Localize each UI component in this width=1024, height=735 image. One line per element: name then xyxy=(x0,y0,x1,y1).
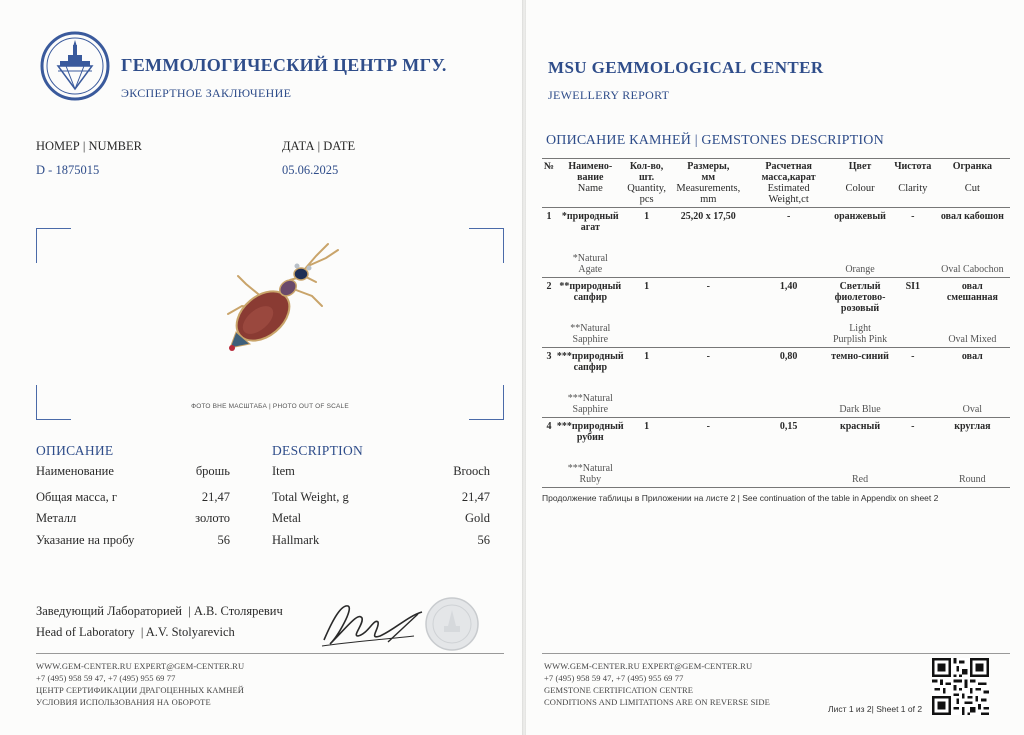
col-weight-ru: Расчетная масса,карат xyxy=(748,159,829,184)
stone-name-ru: ***природный сапфир xyxy=(556,351,624,373)
number-value: D - 1875015 xyxy=(36,163,100,177)
gemstones-table xyxy=(542,158,1010,488)
stone-qty: 1 xyxy=(644,281,650,292)
stone-colour-en: Red xyxy=(829,457,891,488)
item-label-en: Item xyxy=(272,464,295,478)
signature-icon xyxy=(318,596,428,652)
head-of-lab-en: Head of Laboratory | A.V. Stolyarevich xyxy=(36,625,235,639)
stone-size: - xyxy=(706,351,710,362)
gemstones-section-title: ОПИСАНИЕ КАМНЕЙ | GEMSTONES DESCRIPTION xyxy=(546,133,884,148)
table-row xyxy=(542,317,1010,348)
table-row xyxy=(542,387,1010,418)
stone-colour-ru: красный xyxy=(839,421,881,432)
footer-phones-en: +7 (495) 958 59 47, +7 (495) 955 69 77 xyxy=(544,673,684,683)
col-colour-ru: Цвет xyxy=(829,159,891,184)
table-header-en xyxy=(542,183,1010,208)
stone-name-en: *Natural Agate xyxy=(556,247,625,278)
stone-colour-en: Orange xyxy=(829,247,891,278)
weight-value-ru: 21,47 xyxy=(201,490,230,504)
col-cut-en: Cut xyxy=(935,183,1010,208)
metal-value-en: Gold xyxy=(465,511,490,525)
footer-right xyxy=(544,660,770,708)
table-row xyxy=(542,457,1010,488)
stone-weight: 0,15 xyxy=(779,421,798,432)
footer-centre-name-en: GEMSTONE CERTIFICATION CENTRE xyxy=(544,685,694,695)
lab-title-en: MSU GEMMOLOGICAL CENTER xyxy=(548,58,824,77)
stone-name-en: **Natural Sapphire xyxy=(556,317,625,348)
stone-qty: 1 xyxy=(644,351,650,362)
weight-value-en: 21,47 xyxy=(461,490,490,504)
report-page-right xyxy=(526,0,1024,735)
stone-name-ru: *природный агат xyxy=(561,211,619,233)
metal-label-en: Metal xyxy=(272,511,302,525)
stone-size: 25,20 x 17,50 xyxy=(680,211,736,222)
stone-cut-en: Oval xyxy=(935,387,1010,418)
msu-gemmological-logo-icon xyxy=(40,31,110,101)
date-label: ДАТА | DATE xyxy=(282,139,356,153)
footer-contacts: WWW.GEM-CENTER.RU EXPERT@GEM-CENTER.RU xyxy=(36,661,245,671)
stone-cut-ru: овал смешанная xyxy=(946,281,998,303)
stone-cut-ru: овал кабошон xyxy=(940,211,1004,222)
qr-code-icon[interactable] xyxy=(932,658,989,715)
table-row xyxy=(542,348,1010,388)
stone-no: 3 xyxy=(546,351,552,362)
stone-cut-en: Oval Mixed xyxy=(935,317,1010,348)
col-name-ru: Наимено- вание xyxy=(556,159,625,184)
stone-colour-ru: темно-синий xyxy=(831,351,889,362)
stone-cut-en: Round xyxy=(935,457,1010,488)
stone-weight: 0,80 xyxy=(779,351,798,362)
stone-name-en: ***Natural Sapphire xyxy=(556,387,625,418)
stone-weight: - xyxy=(786,211,791,222)
sheet-number: Лист 1 из 2| Sheet 1 of 2 xyxy=(828,704,923,714)
stone-cut-ru: овал xyxy=(961,351,983,362)
stone-cut-ru: круглая xyxy=(954,421,991,432)
col-colour-en: Colour xyxy=(829,183,891,208)
seal-stamp-icon xyxy=(424,596,480,652)
stone-weight: 1,40 xyxy=(779,281,798,292)
stone-name-ru: **природный сапфир xyxy=(559,281,622,303)
number-label: НОМЕР | NUMBER xyxy=(36,139,142,153)
col-size-en: Measurements, mm xyxy=(669,183,749,208)
item-value-ru: брошь xyxy=(195,464,230,478)
table-row xyxy=(542,278,1010,318)
col-no-en xyxy=(542,183,556,208)
stone-no: 4 xyxy=(546,421,552,432)
col-clarity-en: Clarity xyxy=(891,183,935,208)
footer-centre-name: ЦЕНТР СЕРТИФИКАЦИИ ДРАГОЦЕННЫХ КАМНЕЙ xyxy=(36,685,244,695)
stone-size: - xyxy=(706,281,710,292)
continuation-note: Продолжение таблицы в Приложении на листе 2 | See continuation of the table in Appendix on sheet 2 xyxy=(542,493,939,503)
footer-left xyxy=(36,660,244,708)
date-value: 05.06.2025 xyxy=(282,163,339,177)
footer-phones: +7 (495) 958 59 47, +7 (495) 955 69 77 xyxy=(36,673,176,683)
col-size-ru: Размеры, мм xyxy=(669,159,749,184)
lab-title-ru: ГЕММОЛОГИЧЕСКИЙ ЦЕНТР МГУ. xyxy=(121,55,447,75)
col-cut-ru: Огранка xyxy=(935,159,1010,184)
hallmark-label-en: Hallmark xyxy=(272,533,320,547)
metal-value-ru: золото xyxy=(195,511,230,525)
hallmark-value-ru: 56 xyxy=(217,533,230,547)
stone-qty: 1 xyxy=(644,421,650,432)
description-heading-ru: ОПИСАНИЕ xyxy=(36,443,114,458)
photo-caption: ФОТО ВНЕ МАСШТАБА | PHOTO OUT OF SCALE xyxy=(191,403,349,410)
stone-name-en: ***Natural Ruby xyxy=(556,457,625,488)
brooch-beetle-photo-icon xyxy=(208,236,348,356)
stone-size: - xyxy=(706,421,710,432)
table-header-ru xyxy=(542,159,1010,184)
stone-colour-en: Dark Blue xyxy=(829,387,891,418)
stone-clarity: SI1 xyxy=(905,281,921,292)
table-row xyxy=(542,208,1010,248)
footer-conditions-en: CONDITIONS AND LIMITATIONS ARE ON REVERSE SIDE xyxy=(544,697,770,707)
table-row xyxy=(542,418,1010,458)
stone-clarity: - xyxy=(911,211,915,222)
item-label-ru: Наименование xyxy=(36,464,114,478)
col-qty-ru: Кол-во, шт. xyxy=(625,159,669,184)
weight-label-ru: Общая масса, г xyxy=(36,490,117,504)
footer-contacts-en: WWW.GEM-CENTER.RU EXPERT@GEM-CENTER.RU xyxy=(544,661,753,671)
col-weight-en: Estimated Weight,ct xyxy=(748,183,829,208)
stone-colour-en: Light Purplish Pink xyxy=(829,317,891,348)
description-heading-en: DESCRIPTION xyxy=(272,443,364,458)
hallmark-label-ru: Указание на пробу xyxy=(36,533,135,547)
head-of-lab-ru: Заведующий Лабораторией | А.В. Столяревич xyxy=(36,604,283,618)
stone-clarity: - xyxy=(911,351,915,362)
metal-label-ru: Металл xyxy=(36,511,77,525)
footer-conditions: УСЛОВИЯ ИСПОЛЬЗОВАНИЯ НА ОБОРОТЕ xyxy=(36,697,211,707)
col-clarity-ru: Чистота xyxy=(891,159,935,184)
col-qty-en: Quantity, pcs xyxy=(625,183,669,208)
hallmark-value-en: 56 xyxy=(477,533,490,547)
table-row xyxy=(542,247,1010,278)
col-name-en: Name xyxy=(556,183,625,208)
stone-no: 1 xyxy=(546,211,552,222)
report-type-ru: ЭКСПЕРТНОЕ ЗАКЛЮЧЕНИЕ xyxy=(121,86,292,100)
col-no: № xyxy=(542,159,556,184)
item-value-en: Brooch xyxy=(453,464,490,478)
stone-qty: 1 xyxy=(644,211,650,222)
photo-frame xyxy=(36,228,504,420)
stone-colour-ru: Светлый фиолетово- розовый xyxy=(834,281,886,314)
stone-cut-en: Oval Cabochon xyxy=(935,247,1010,278)
stone-colour-ru: оранжевый xyxy=(834,211,886,222)
stone-name-ru: ***природный рубин xyxy=(556,421,624,443)
stone-no: 2 xyxy=(546,281,552,292)
report-type-en: JEWELLERY REPORT xyxy=(548,88,670,102)
stone-clarity: - xyxy=(911,421,915,432)
weight-label-en: Total Weight, g xyxy=(272,490,349,504)
